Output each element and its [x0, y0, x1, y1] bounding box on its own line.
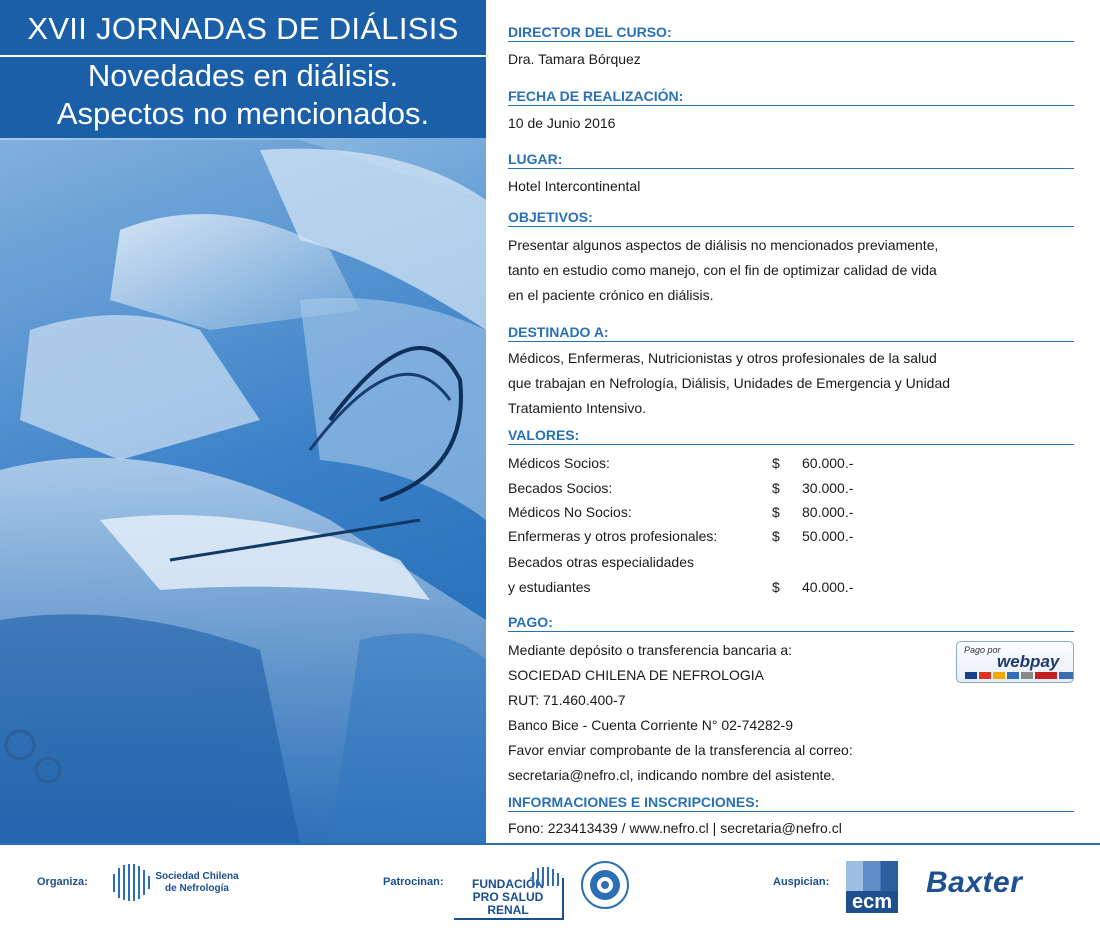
- price-label: y estudiantes: [508, 579, 591, 595]
- valores-heading: VALORES:: [508, 427, 1074, 445]
- pago-line: SOCIEDAD CHILENA DE NEFROLOGIA: [508, 667, 764, 683]
- objetivos-line: tanto en estudio como manejo, con el fin de optimizar calidad de vida: [508, 262, 937, 278]
- webpay-badge[interactable]: [956, 641, 1074, 683]
- price-label: Médicos Socios:: [508, 455, 610, 471]
- price-amount: 40.000.-: [802, 579, 854, 595]
- currency-symbol: $: [772, 504, 780, 520]
- fecha-heading: FECHA DE REALIZACIÓN:: [508, 88, 1074, 106]
- objetivos-line: en el paciente crónico en diálisis.: [508, 287, 714, 303]
- price-row: [508, 476, 908, 501]
- currency-symbol: $: [772, 528, 780, 544]
- pago-line: Mediante depósito o transferencia bancaria a:: [508, 642, 793, 658]
- currency-symbol: $: [772, 455, 780, 471]
- pago-heading: PAGO:: [508, 614, 1074, 632]
- price-label: Médicos No Socios:: [508, 504, 632, 520]
- capacitacion-seal-icon: [580, 860, 630, 910]
- price-label: Becados Socios:: [508, 480, 613, 496]
- price-row: [508, 500, 908, 525]
- fundacion-logo-text: FUNDACIÓN PRO SALUD RENAL: [454, 878, 564, 920]
- price-row: [508, 575, 908, 600]
- destinado-heading: DESTINADO A:: [508, 324, 1074, 342]
- destinado-text: [508, 346, 1028, 421]
- event-subtitle-1: Novedades en diálisis.: [87, 58, 399, 93]
- left-photo-panel: [0, 0, 486, 843]
- patrocinan-label: Patrocinan:: [383, 876, 444, 888]
- pago-line: secretaria@nefro.cl, indicando nombre del asistente.: [508, 767, 836, 783]
- fecha-text: 10 de Junio 2016: [508, 115, 616, 131]
- price-label: Enfermeras y otros profesionales:: [508, 528, 718, 544]
- auspician-label: Auspician:: [773, 876, 830, 888]
- price-row: [508, 550, 908, 575]
- price-amount: 50.000.-: [802, 528, 854, 544]
- objetivos-text: [508, 233, 1028, 308]
- sociedad-chilena-logo-text: Sociedad Chilena de Nefrología: [155, 871, 239, 894]
- price-label: Becados otras especialidades: [508, 554, 695, 570]
- info-heading: INFORMACIONES E INSCRIPCIONES:: [508, 794, 1074, 812]
- webpay-small-text: Pago por: [964, 645, 1001, 655]
- event-title: XVII JORNADAS DE DIÁLISIS: [0, 0, 486, 57]
- sociedad-chilena-logo-icon: [110, 860, 154, 904]
- destinado-line: Médicos, Enfermeras, Nutricionistas y otros profesionales de la salud: [508, 350, 937, 366]
- price-amount: 80.000.-: [802, 504, 854, 520]
- director-heading: DIRECTOR DEL CURSO:: [508, 24, 1074, 42]
- price-amount: 30.000.-: [802, 480, 854, 496]
- ecm-logo: [846, 861, 898, 913]
- lugar-heading: LUGAR:: [508, 151, 1074, 169]
- destinado-line: que trabajan en Nefrología, Diálisis, Unidades de Emergencia y Unidad: [508, 375, 951, 391]
- pago-line: RUT: 71.460.400-7: [508, 692, 626, 708]
- destinado-line: Tratamiento Intensivo.: [508, 400, 646, 416]
- pago-line: Favor enviar comprobante de la transferencia al correo:: [508, 742, 853, 758]
- footer-divider: [0, 843, 1100, 845]
- pago-text: [508, 638, 1028, 788]
- event-subtitle-2: Aspectos no mencionados.: [56, 96, 430, 131]
- price-amount: 60.000.-: [802, 455, 854, 471]
- info-text[interactable]: Fono: 223413439 / www.nefro.cl | secretaria@nefro.cl: [508, 820, 842, 836]
- title-box: [0, 0, 486, 138]
- lugar-text: Hotel Intercontinental: [508, 178, 641, 194]
- director-text: Dra. Tamara Bórquez: [508, 51, 641, 67]
- ecm-logo-text: ecm: [846, 891, 898, 913]
- baxter-logo: Baxter: [926, 866, 1023, 899]
- price-row: [508, 524, 908, 549]
- organiza-label: Organiza:: [37, 876, 88, 888]
- card-brands-icon: [965, 672, 1073, 679]
- currency-symbol: $: [772, 579, 780, 595]
- webpay-logo-text: webpay: [997, 652, 1060, 671]
- fundacion-stripes-icon: [530, 866, 560, 888]
- currency-symbol: $: [772, 480, 780, 496]
- objetivos-heading: OBJETIVOS:: [508, 209, 1074, 227]
- pago-line: Banco Bice - Cuenta Corriente N° 02-74282-9: [508, 717, 793, 733]
- objetivos-line: Presentar algunos aspectos de diálisis no mencionados previamente,: [508, 237, 939, 253]
- price-row: [508, 451, 908, 476]
